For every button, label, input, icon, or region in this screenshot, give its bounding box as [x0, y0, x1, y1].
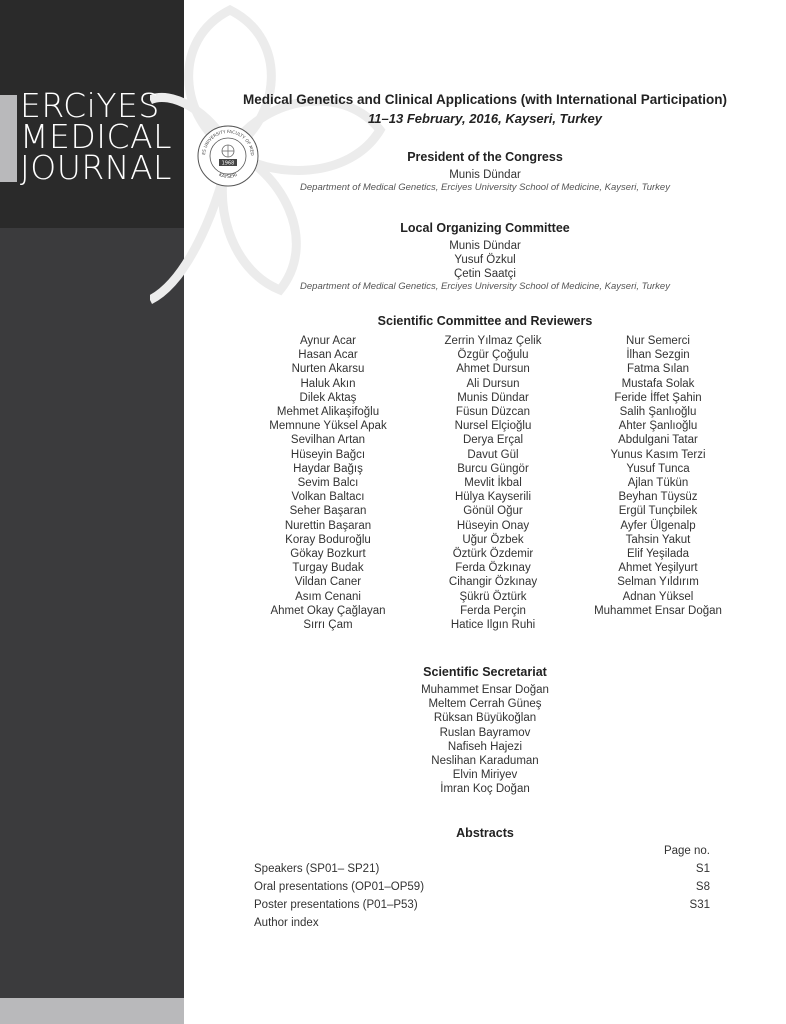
person-name: Muhammet Ensar Doğan [594, 604, 722, 617]
person-name: Ahter Şanlıoğlu [618, 420, 698, 433]
person-name: Ahmet Okay Çağlayan [270, 604, 386, 617]
person-name: Elvin Miriyev [452, 769, 518, 782]
person-name: Yunus Kasım Terzi [610, 448, 706, 461]
person-name: Dilek Aktaş [299, 391, 357, 404]
person-name: Nur Semerci [626, 335, 690, 347]
person-name: Ferda Perçin [460, 604, 526, 617]
person-name: Ahmet Yeşilyurt [618, 562, 698, 575]
sidebar-foot-band [0, 998, 184, 1024]
person-name: Nursel Elçioğlu [454, 420, 532, 433]
person-name: Koray Boduroğlu [285, 533, 371, 546]
abstracts-row[interactable] [254, 881, 710, 893]
person-name: Ahmet Dursun [456, 363, 530, 376]
logo-line-1: ERCiYES [20, 86, 160, 125]
person-name: Aynur Acar [299, 335, 357, 347]
person-name: Yusuf Tunca [626, 462, 690, 475]
person-name: Salih Şanlıoğlu [619, 406, 697, 419]
person-name: Mevlit İkbal [464, 477, 522, 490]
president-heading: President of the Congress [407, 150, 563, 164]
abstracts-row[interactable] [254, 899, 710, 911]
abstracts-row-page: S1 [695, 863, 710, 875]
congress-title: Medical Genetics and Clinical Applications (with International Participation) [242, 92, 728, 107]
person-name: Özgür Çoğulu [457, 349, 529, 362]
person-name: Ferda Özkınay [455, 562, 531, 575]
person-name: Asım Cenani [295, 590, 361, 603]
person-name: Fatma Sılan [627, 363, 689, 376]
logo-accent-bar [0, 95, 17, 182]
person-name: Hülya Kayserili [454, 491, 532, 504]
person-name: Tahsin Yakut [625, 533, 691, 546]
person-name: İlhan Sezgin [626, 349, 690, 362]
president-name: Munis Dündar [449, 169, 521, 181]
local-committee-heading: Local Organizing Committee [400, 221, 570, 235]
person-name: Abdulgani Tatar [618, 434, 698, 447]
abstracts-row-label: Speakers (SP01– SP21) [254, 863, 380, 875]
journal-logo [20, 86, 172, 187]
person-name: Ajlan Tükün [627, 477, 689, 490]
person-name: Memnune Yüksel Apak [269, 420, 387, 433]
abstracts-row-label: Oral presentations (OP01–OP59) [254, 881, 425, 893]
reviewers-column-2 [403, 334, 583, 632]
person-name: İmran Koç Doğan [440, 783, 530, 796]
president-affiliation: Department of Medical Genetics, Erciyes University School of Medicine, Kayseri, Turkey [300, 182, 670, 193]
abstracts-row[interactable] [254, 917, 710, 929]
person-name: Hasan Acar [298, 349, 358, 362]
person-name: Feride İffet Şahin [614, 391, 702, 404]
person-name: Ruslan Bayramov [439, 726, 531, 739]
person-name: Uğur Özbek [462, 533, 524, 546]
person-name: Munis Dündar [457, 391, 529, 404]
seal-city-text: KAYSERI [217, 172, 239, 181]
reviewers-column-3 [568, 334, 748, 618]
person-name: Davut Gül [467, 448, 519, 461]
person-name: Sevilhan Artan [290, 434, 366, 447]
person-name: Gönül Oğur [463, 505, 523, 518]
person-name: Ayfer Ülgenalp [620, 519, 696, 532]
person-name: Adnan Yüksel [622, 590, 694, 603]
person-name: Sevim Balcı [297, 477, 359, 490]
scientific-committee-heading: Scientific Committee and Reviewers [377, 314, 593, 328]
person-name: Haydar Bağış [293, 462, 363, 475]
abstracts-row-label: Author index [254, 917, 319, 929]
secretariat-list [184, 683, 786, 797]
person-name: Ergül Tunçbilek [618, 505, 698, 518]
local-committee-name: Çetin Saatçi [453, 268, 516, 280]
secretariat-heading: Scientific Secretariat [423, 665, 547, 679]
abstracts-row[interactable] [254, 863, 710, 875]
person-name: Derya Erçal [462, 434, 524, 447]
congress-date: 11–13 February, 2016, Kayseri, Turkey [368, 111, 602, 126]
person-name: Haluk Akın [300, 377, 356, 390]
person-name: Mustafa Solak [621, 377, 695, 390]
local-committee-affiliation: Department of Medical Genetics, Erciyes University School of Medicine, Kayseri, Turkey [300, 281, 670, 292]
person-name: Neslihan Karaduman [431, 755, 539, 768]
person-name: Ali Dursun [466, 377, 520, 390]
person-name: Sırrı Çam [303, 619, 353, 632]
seal-year: 1968 [221, 160, 235, 167]
person-name: Vildan Caner [294, 576, 362, 589]
person-name: Rüksan Büyükoğlan [433, 712, 537, 725]
logo-line-3: JOURNAL [20, 148, 172, 187]
person-name: Turgay Budak [292, 562, 364, 575]
abstracts-row-page: S31 [689, 899, 710, 911]
person-name: Öztürk Özdemir [452, 548, 534, 561]
person-name: Selman Yıldırım [617, 576, 699, 589]
abstracts-row-page: S8 [695, 881, 710, 893]
person-name: Zerrin Yılmaz Çelik [444, 335, 542, 347]
person-name: Şükrü Öztürk [459, 590, 527, 603]
abstracts-row-label: Poster presentations (P01–P53) [254, 899, 418, 911]
person-name: Nurten Akarsu [291, 363, 365, 376]
person-name: Meltem Cerrah Güneş [428, 698, 542, 711]
logo-line-2: MEDICAL [20, 117, 172, 156]
reviewers-column-1 [238, 334, 418, 632]
person-name: Gökay Bozkurt [290, 548, 366, 561]
person-name: Seher Başaran [289, 505, 367, 518]
page-number-header: Page no. [663, 845, 710, 857]
person-name: Burcu Güngör [457, 462, 529, 475]
person-name: Nurettin Başaran [284, 519, 372, 532]
person-name: Volkan Baltacı [291, 491, 365, 504]
person-name: Hüseyin Bağcı [290, 448, 366, 461]
person-name: Elif Yeşilada [626, 548, 690, 561]
person-name: Mehmet Alikaşifoğlu [276, 406, 380, 419]
person-name: Muhammet Ensar Doğan [421, 684, 549, 696]
person-name: Beyhan Tüysüz [618, 491, 698, 504]
abstracts-heading: Abstracts [456, 826, 514, 840]
person-name: Cihangir Özkınay [448, 576, 538, 589]
local-committee-name: Yusuf Özkul [454, 254, 516, 266]
person-name: Nafiseh Hajezi [447, 740, 523, 753]
person-name: Hatice Ilgın Ruhi [450, 619, 536, 632]
person-name: Füsun Düzcan [455, 406, 531, 419]
local-committee-name: Munis Dündar [449, 240, 521, 252]
seal-ring-text: ES UNIVERSITY FACULTY OF MED [202, 129, 255, 156]
person-name: Hüseyin Onay [456, 519, 530, 532]
